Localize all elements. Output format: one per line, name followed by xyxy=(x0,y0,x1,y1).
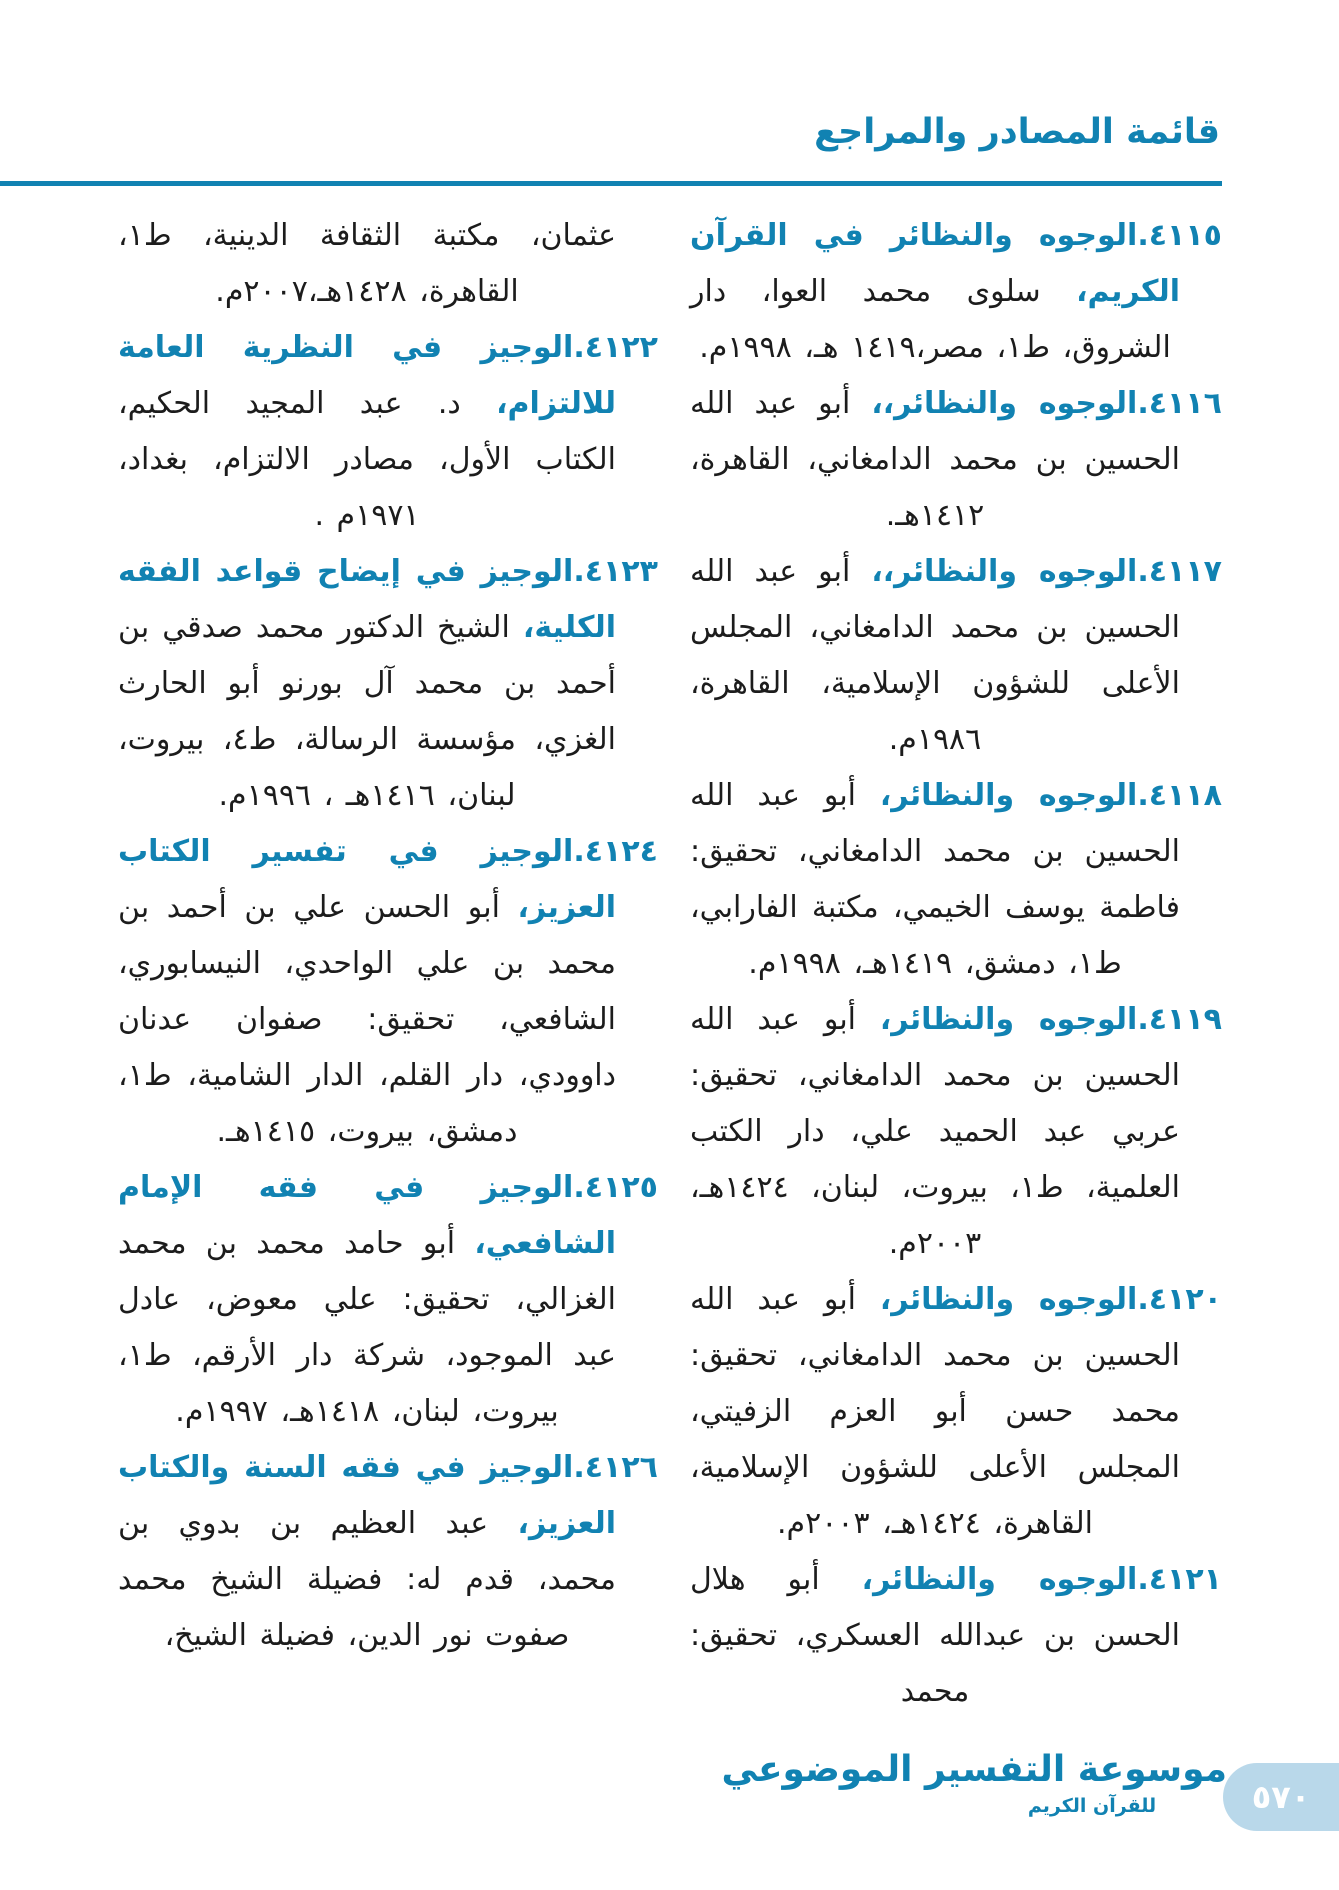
entry-number: ٤١٢٢. xyxy=(573,330,658,365)
entry-number: ٤١٢٤. xyxy=(573,834,658,869)
bibliography-entry xyxy=(118,544,658,824)
entry-number: ٤١٢٣. xyxy=(573,554,658,589)
bibliography-entry xyxy=(690,544,1222,768)
entry-title: الوجوه والنظائر،، xyxy=(871,386,1138,421)
bibliography-entry xyxy=(690,1552,1222,1720)
entry-body: أبو هلال الحسن بن عبدالله العسكري، تحقيق: محمد xyxy=(690,1562,1180,1709)
entry-number: ٤١١٧. xyxy=(1137,554,1222,589)
page-number: ٥٧٠ xyxy=(1251,1778,1311,1816)
column-right xyxy=(690,208,1222,1720)
page-header-title: قائمة المصادر والمراجع xyxy=(814,112,1220,152)
entry-number: ٤١٢١. xyxy=(1137,1562,1222,1597)
entry-title: الوجوه والنظائر، xyxy=(879,1282,1138,1317)
entry-body: أبو عبد الله الحسين بن محمد الدامغاني، تحقيق: عربي عبد الحميد علي، دار الكتب العلمية، ط١، بيروت، لبنان، ١٤٢٤هـ، ٢٠٠٣م. xyxy=(690,1002,1181,1261)
entry-body: عبد العظيم بن بدوي بن محمد، قدم له: فضيلة الشيخ محمد صفوت نور الدين، فضيلة الشيخ، xyxy=(118,1506,616,1653)
entry-title: الوجوه والنظائر، xyxy=(879,778,1138,813)
bibliography-entry xyxy=(690,208,1222,376)
entry-title: الوجوه والنظائر في القرآن الكريم، xyxy=(690,218,1180,309)
entry-number: ٤١١٦. xyxy=(1137,386,1222,421)
bibliography-entry xyxy=(690,1272,1222,1552)
bibliography-entry xyxy=(118,824,658,1160)
header-rule xyxy=(0,181,1222,186)
column-left xyxy=(118,208,658,1664)
entry-title: الوجوه والنظائر، xyxy=(861,1562,1138,1597)
bibliography-entry xyxy=(690,376,1222,544)
entry-number: ٤١٢٦. xyxy=(573,1450,658,1485)
entry-body: الشيخ الدكتور محمد صدقي بن أحمد بن محمد آل بورنو أبو الحارث الغزي، مؤسسة الرسالة، ط٤، بيروت، لبنان، ١٤١٦هـ ، ١٩٩٦م. xyxy=(118,610,616,813)
entry-number: ٤١٢٠. xyxy=(1137,1282,1222,1317)
entry-title: الوجيز في تفسير الكتاب العزيز، xyxy=(118,834,616,925)
logo-subtitle: للقرآن الكريم xyxy=(1027,1794,1157,1817)
entry-number: ٤١١٨. xyxy=(1137,778,1222,813)
entry-title: الوجيز في فقه السنة والكتاب العزيز، xyxy=(118,1450,617,1541)
entry-body: د. عبد المجيد الحكيم، الكتاب الأول، مصادر الالتزام، بغداد، ١٩٧١م . xyxy=(118,386,616,533)
entry-body: أبو الحسن علي بن أحمد بن محمد بن علي الواحدي، النيسابوري، الشافعي، تحقيق: صفوان عدنان داوودي، دار القلم، الدار الشامية، ط١، دمشق، بيروت، ١٤١٥هـ. xyxy=(118,890,616,1149)
logo-title: موسوعة التفسير الموضوعي xyxy=(721,1749,1227,1790)
entry-title: الوجيز في النظرية العامة للالتزام، xyxy=(118,330,616,421)
entry-number: ٤١١٥. xyxy=(1137,218,1222,253)
entry-title: الوجيز في فقه الإمام الشافعي، xyxy=(118,1170,616,1261)
bibliography-entry xyxy=(118,1160,658,1440)
entry-body: أبو عبد الله الحسين بن محمد الدامغاني، القاهرة، ١٤١٢هـ. xyxy=(690,386,1180,533)
entry-body: أبو حامد محمد بن محمد الغزالي، تحقيق: علي معوض، عادل عبد الموجود، شركة دار الأرقم، ط١، بيروت، لبنان، ١٤١٨هـ، ١٩٩٧م. xyxy=(118,1226,616,1429)
bibliography-entry xyxy=(690,992,1222,1272)
entry-body: أبو عبد الله الحسين بن محمد الدامغاني، تحقيق: فاطمة يوسف الخيمي، مكتبة الفارابي، ط١، دمشق، ١٤١٩هـ، ١٩٩٨م. xyxy=(690,778,1180,981)
publisher-logo xyxy=(721,1749,1227,1817)
entry-title: الوجوه والنظائر، xyxy=(879,1002,1138,1037)
bibliography-entry-continuation xyxy=(118,208,658,320)
entry-body: أبو عبد الله الحسين بن محمد الدامغاني، المجلس الأعلى للشؤون الإسلامية، القاهرة، ١٩٨٦م. xyxy=(690,554,1180,757)
entry-body: سلوى محمد العوا، دار الشروق، ط١، مصر،١٤١٩ هـ، ١٩٩٨م. xyxy=(690,274,1171,365)
entry-body: أبو عبد الله الحسين بن محمد الدامغاني، تحقيق: محمد حسن أبو العزم الزفيتي، المجلس الأعلى للشؤون الإسلامية، القاهرة، ١٤٢٤هـ، ٢٠٠٣م. xyxy=(690,1282,1180,1541)
bibliography-entry xyxy=(118,1440,658,1664)
entry-number: ٤١٢٥. xyxy=(573,1170,658,1205)
entry-title: الوجيز في إيضاح قواعد الفقه الكلية، xyxy=(118,554,616,645)
entry-title: الوجوه والنظائر،، xyxy=(871,554,1138,589)
page-number-badge xyxy=(1223,1763,1339,1831)
bibliography-entry xyxy=(118,320,658,544)
entry-body: عثمان، مكتبة الثقافة الدينية، ط١، القاهرة، ١٤٢٨هـ،٢٠٠٧م. xyxy=(118,218,616,309)
entry-number: ٤١١٩. xyxy=(1137,1002,1222,1037)
bibliography-entry xyxy=(690,768,1222,992)
